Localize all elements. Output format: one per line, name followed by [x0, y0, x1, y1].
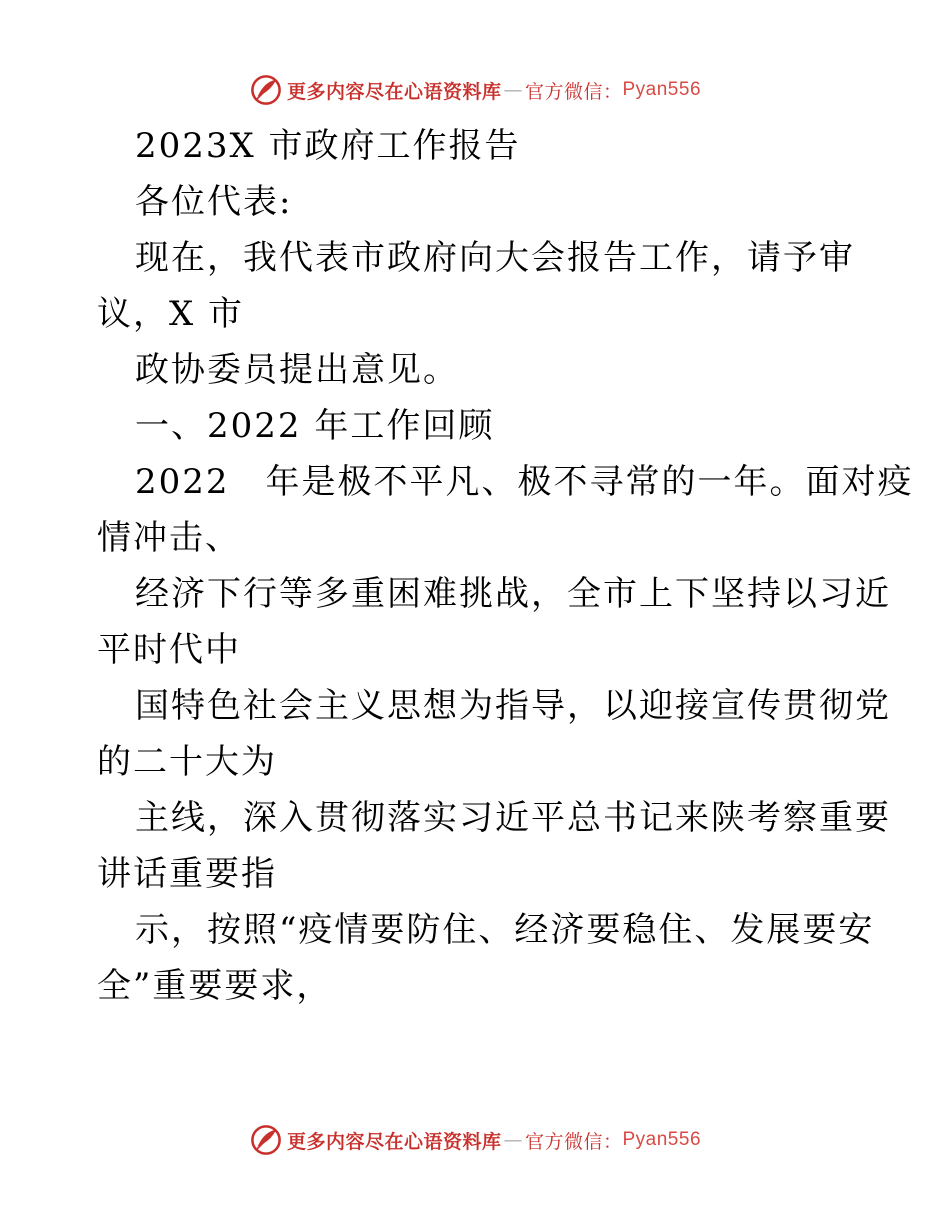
section-heading: 一、2022 年工作回顾 — [135, 406, 495, 446]
feather-quill-logo-icon — [249, 73, 283, 107]
paragraph-line: 经济下行等多重困难挑战，全市上下坚持以习近 — [135, 574, 891, 614]
watermark-separator: — — [503, 1129, 523, 1151]
document-body — [97, 118, 914, 1014]
paragraph-line: 情冲击、 — [97, 518, 241, 558]
paragraph-line: 平时代中 — [97, 630, 241, 670]
paragraph-line: 国特色社会主义思想为指导，以迎接宣传贯彻党 — [135, 686, 891, 726]
paragraph-line: 2022 年是极不平凡、极不寻常的一年。面对疫 — [135, 462, 914, 502]
feather-quill-logo-icon — [249, 1123, 283, 1157]
document-title: 2023X 市政府工作报告 — [135, 126, 521, 166]
watermark-suffix: 官方微信： — [524, 80, 623, 103]
paragraph-line: 的二十大为 — [97, 742, 277, 782]
watermark-separator: — — [503, 79, 523, 101]
watermark-brand: 更多内容尽在心语资料库 — [286, 1130, 502, 1153]
watermark-brand: 更多内容尽在心语资料库 — [286, 80, 502, 103]
paragraph-line: 主线，深入贯彻落实习近平总书记来陕考察重要 — [135, 798, 891, 838]
watermark-suffix: 官方微信： — [524, 1130, 623, 1153]
footer-watermark — [0, 1120, 950, 1160]
paragraph-line: 全”重要要求， — [97, 966, 333, 1006]
paragraph-line: 示，按照“疫情要防住、经济要稳住、发展要安 — [135, 910, 875, 950]
paragraph-line: 议，X 市 — [97, 294, 245, 334]
paragraph-line: 现在，我代表市政府向大会报告工作，请予审 — [135, 238, 855, 278]
salutation: 各位代表: — [135, 182, 293, 222]
watermark-id: Pyan556 — [622, 79, 702, 100]
watermark-id: Pyan556 — [622, 1129, 702, 1150]
paragraph-line: 政协委员提出意见。 — [135, 350, 459, 390]
paragraph-line: 讲话重要指 — [97, 854, 277, 894]
header-watermark — [0, 70, 950, 110]
